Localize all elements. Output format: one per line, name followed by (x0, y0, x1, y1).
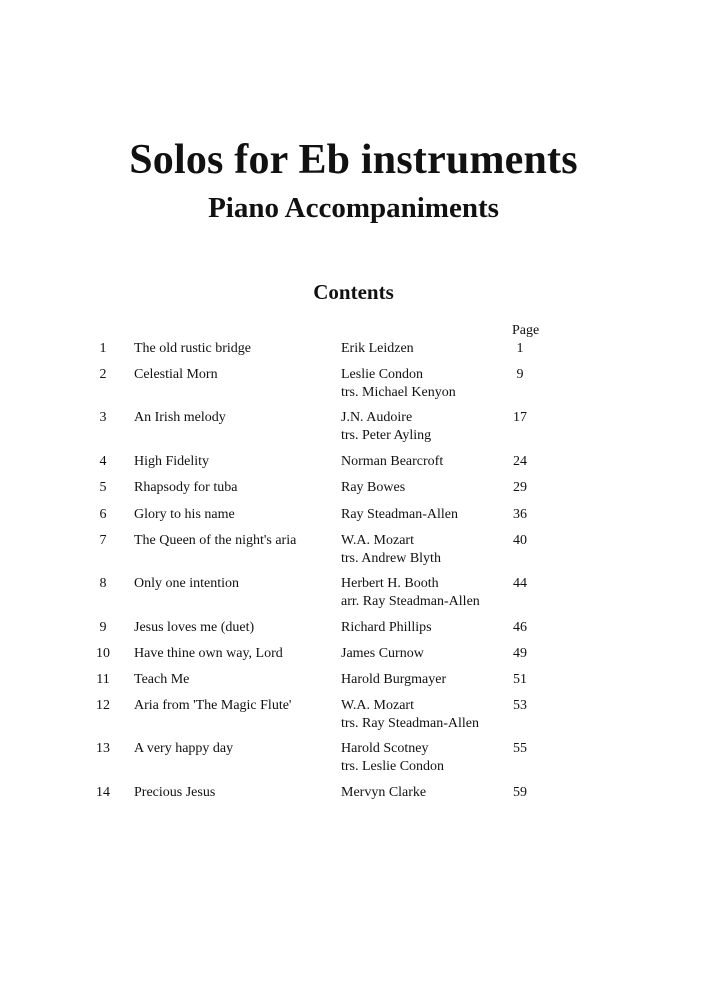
entry-title: Only one intention (134, 576, 239, 591)
entry-title: Aria from 'The Magic Flute' (134, 698, 292, 713)
entry-page: 49 (513, 646, 527, 661)
entry-composer: Ray Bowes (341, 480, 406, 495)
entry-number: 9 (99, 620, 107, 635)
entry-number: 8 (99, 576, 107, 591)
entry-number: 11 (96, 672, 110, 687)
entry-number: 5 (99, 480, 107, 495)
entry-composer: W.A. Mozart (341, 698, 414, 713)
entry-page: 59 (513, 785, 527, 800)
entry-composer: James Curnow (341, 646, 424, 661)
entry-credits (341, 340, 501, 358)
entry-credits (341, 366, 501, 402)
entry-arranger: trs. Leslie Condon (341, 759, 445, 774)
document-title: Solos for Eb instruments (129, 137, 578, 183)
entry-number: 12 (96, 698, 110, 713)
entry-page: 36 (513, 507, 527, 522)
entry-credits (341, 575, 501, 611)
entry-credits (341, 671, 501, 689)
entry-number: 14 (96, 785, 110, 800)
entry-title: A very happy day (134, 741, 234, 756)
entry-composer: W.A. Mozart (341, 533, 414, 548)
entry-composer: Herbert H. Booth (341, 576, 439, 591)
entry-composer: Harold Burgmayer (341, 672, 447, 687)
entry-title: Teach Me (134, 672, 190, 687)
entry-arranger: trs. Michael Kenyon (341, 385, 456, 400)
entry-title: High Fidelity (134, 454, 210, 469)
document-subtitle: Piano Accompaniments (208, 192, 499, 224)
entry-credits (341, 740, 501, 776)
entry-number: 13 (96, 741, 110, 756)
entry-credits (341, 409, 501, 445)
entry-title: Jesus loves me (duet) (134, 620, 255, 635)
entry-composer: Harold Scotney (341, 741, 429, 756)
entry-title: Rhapsody for tuba (134, 480, 238, 495)
entry-number: 3 (99, 410, 107, 425)
entry-number: 4 (99, 454, 107, 469)
entry-number: 1 (99, 341, 107, 356)
entry-credits (341, 697, 501, 733)
entry-composer: Richard Phillips (341, 620, 432, 635)
entry-title: The Queen of the night's aria (134, 533, 297, 548)
entry-number: 7 (99, 533, 107, 548)
entry-credits (341, 619, 501, 637)
entry-number: 2 (99, 367, 107, 382)
entry-title: Celestial Morn (134, 367, 218, 382)
entry-arranger: arr. Ray Steadman-Allen (341, 594, 480, 609)
entry-arranger: trs. Peter Ayling (341, 428, 432, 443)
entry-credits (341, 645, 501, 663)
entry-title: Have thine own way, Lord (134, 646, 283, 661)
entry-number: 6 (99, 507, 107, 522)
entry-composer: Mervyn Clarke (341, 785, 427, 800)
entry-credits (341, 784, 501, 802)
entry-title: An Irish melody (134, 410, 226, 425)
entry-arranger: trs. Ray Steadman-Allen (341, 716, 480, 731)
entry-page: 1 (516, 341, 524, 356)
entry-page: 9 (516, 367, 524, 382)
entry-composer: Leslie Condon (341, 367, 424, 382)
entry-composer: Norman Bearcroft (341, 454, 444, 469)
entry-page: 51 (513, 672, 527, 687)
entry-title: Precious Jesus (134, 785, 216, 800)
entry-composer: J.N. Audoire (341, 410, 413, 425)
contents-heading: Contents (313, 280, 394, 304)
entry-page: 24 (513, 454, 527, 469)
entry-title: The old rustic bridge (134, 341, 252, 356)
entry-page: 17 (513, 410, 527, 425)
entry-page: 53 (513, 698, 527, 713)
entry-page: 29 (513, 480, 527, 495)
entry-credits (341, 506, 501, 524)
entry-credits (341, 532, 501, 568)
entry-credits (341, 453, 501, 471)
entry-composer: Ray Steadman-Allen (341, 507, 459, 522)
entry-page: 46 (513, 620, 527, 635)
entry-credits (341, 479, 501, 497)
entry-page: 55 (513, 741, 527, 756)
entry-number: 10 (96, 646, 110, 661)
entry-title: Glory to his name (134, 507, 235, 522)
entry-arranger: trs. Andrew Blyth (341, 551, 441, 566)
entry-page: 40 (513, 533, 527, 548)
page-column-heading: Page (512, 323, 540, 338)
entry-composer: Erik Leidzen (341, 341, 414, 356)
entry-page: 44 (513, 576, 527, 591)
